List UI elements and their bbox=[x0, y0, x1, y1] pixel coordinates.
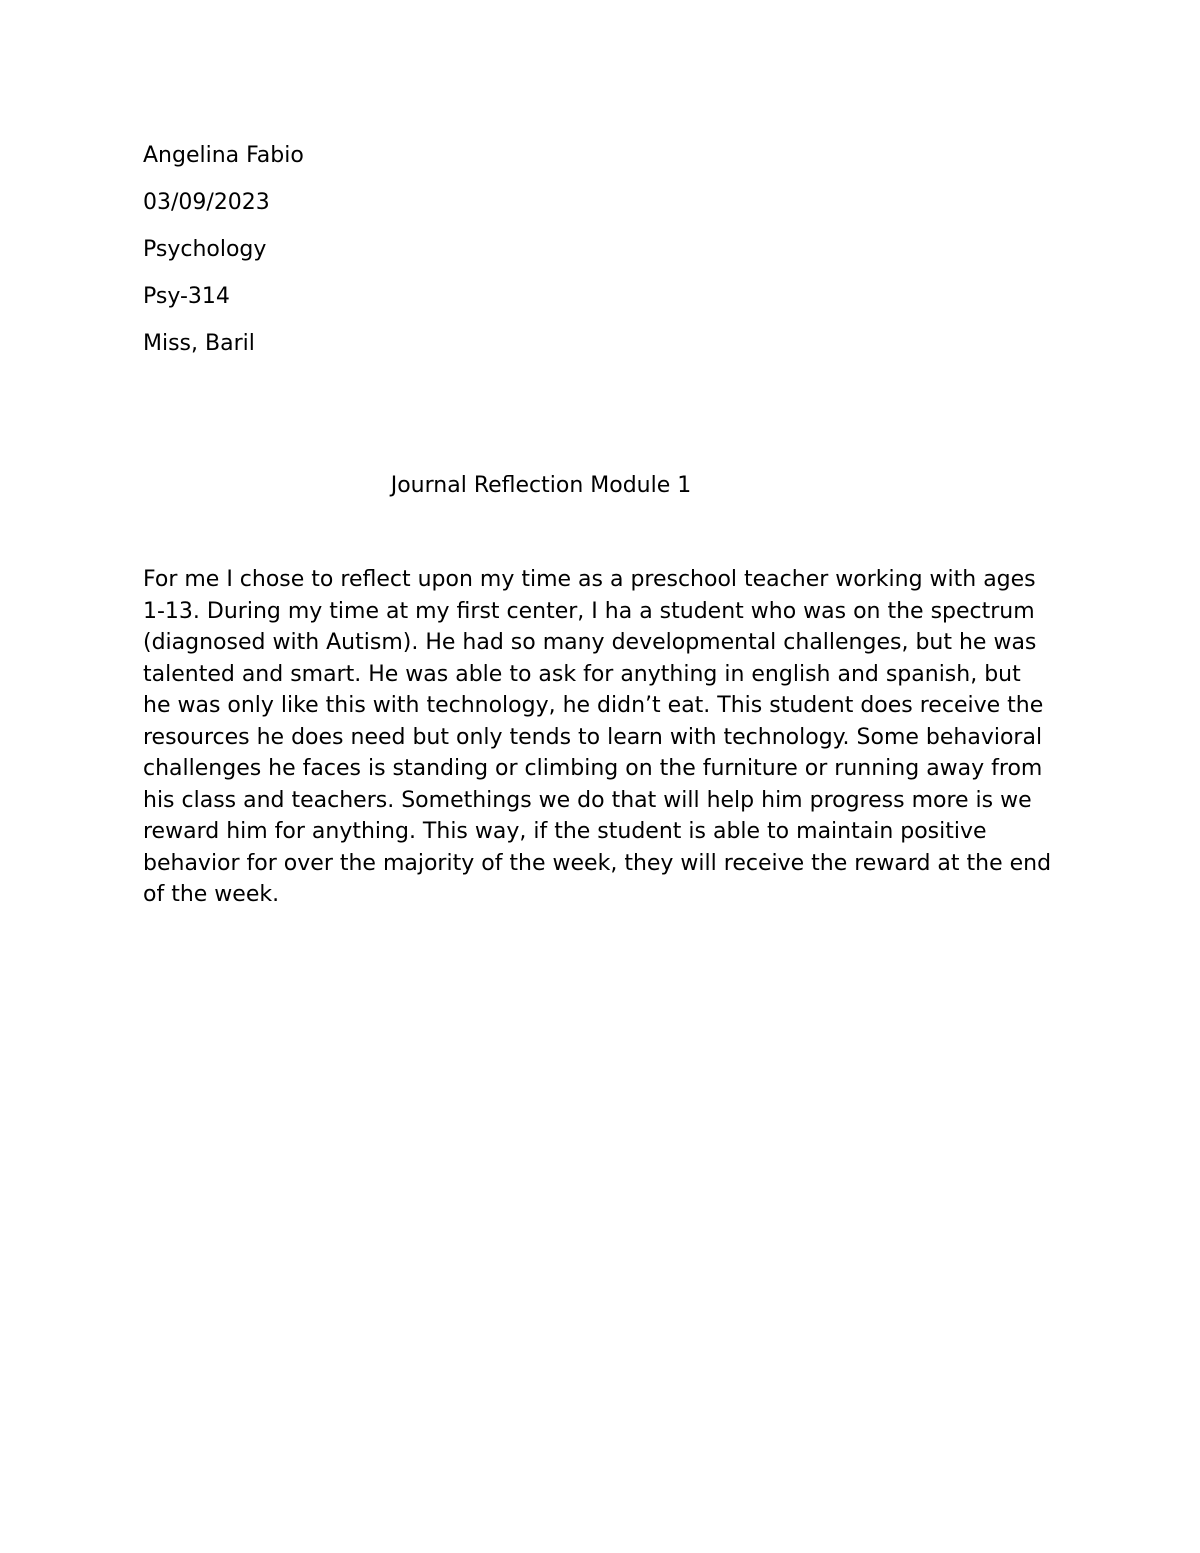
body-paragraph: For me I chose to reflect upon my time as a preschool teacher working with ages 1-13. During my time at my first center, I ha a student who was on the spectrum (diagnosed with Autism). He had so many developmental challenges, but he was talented and smart. He was able to ask for anything in english and spanish, but he was only like this with technology, he didn’t eat. This student does receive the resources he does need but only tends to learn with technology. Some behavioral challenges he faces is standing or climbing on the furniture or running away from his class and teachers. Somethings we do that will help him progress more is we reward him for anything. This way, if the student is able to maintain positive behavior for over the majority of the week, they will receive the reward at the end of the week. bbox=[143, 567, 1052, 907]
course-code: Psy-314 bbox=[143, 284, 230, 309]
instructor-name: Miss, Baril bbox=[143, 331, 255, 356]
document-title: Journal Reflection Module 1 bbox=[390, 473, 692, 498]
subject-name: Psychology bbox=[143, 237, 267, 262]
author-name: Angelina Fabio bbox=[143, 143, 304, 168]
document-date: 03/09/2023 bbox=[143, 190, 270, 215]
